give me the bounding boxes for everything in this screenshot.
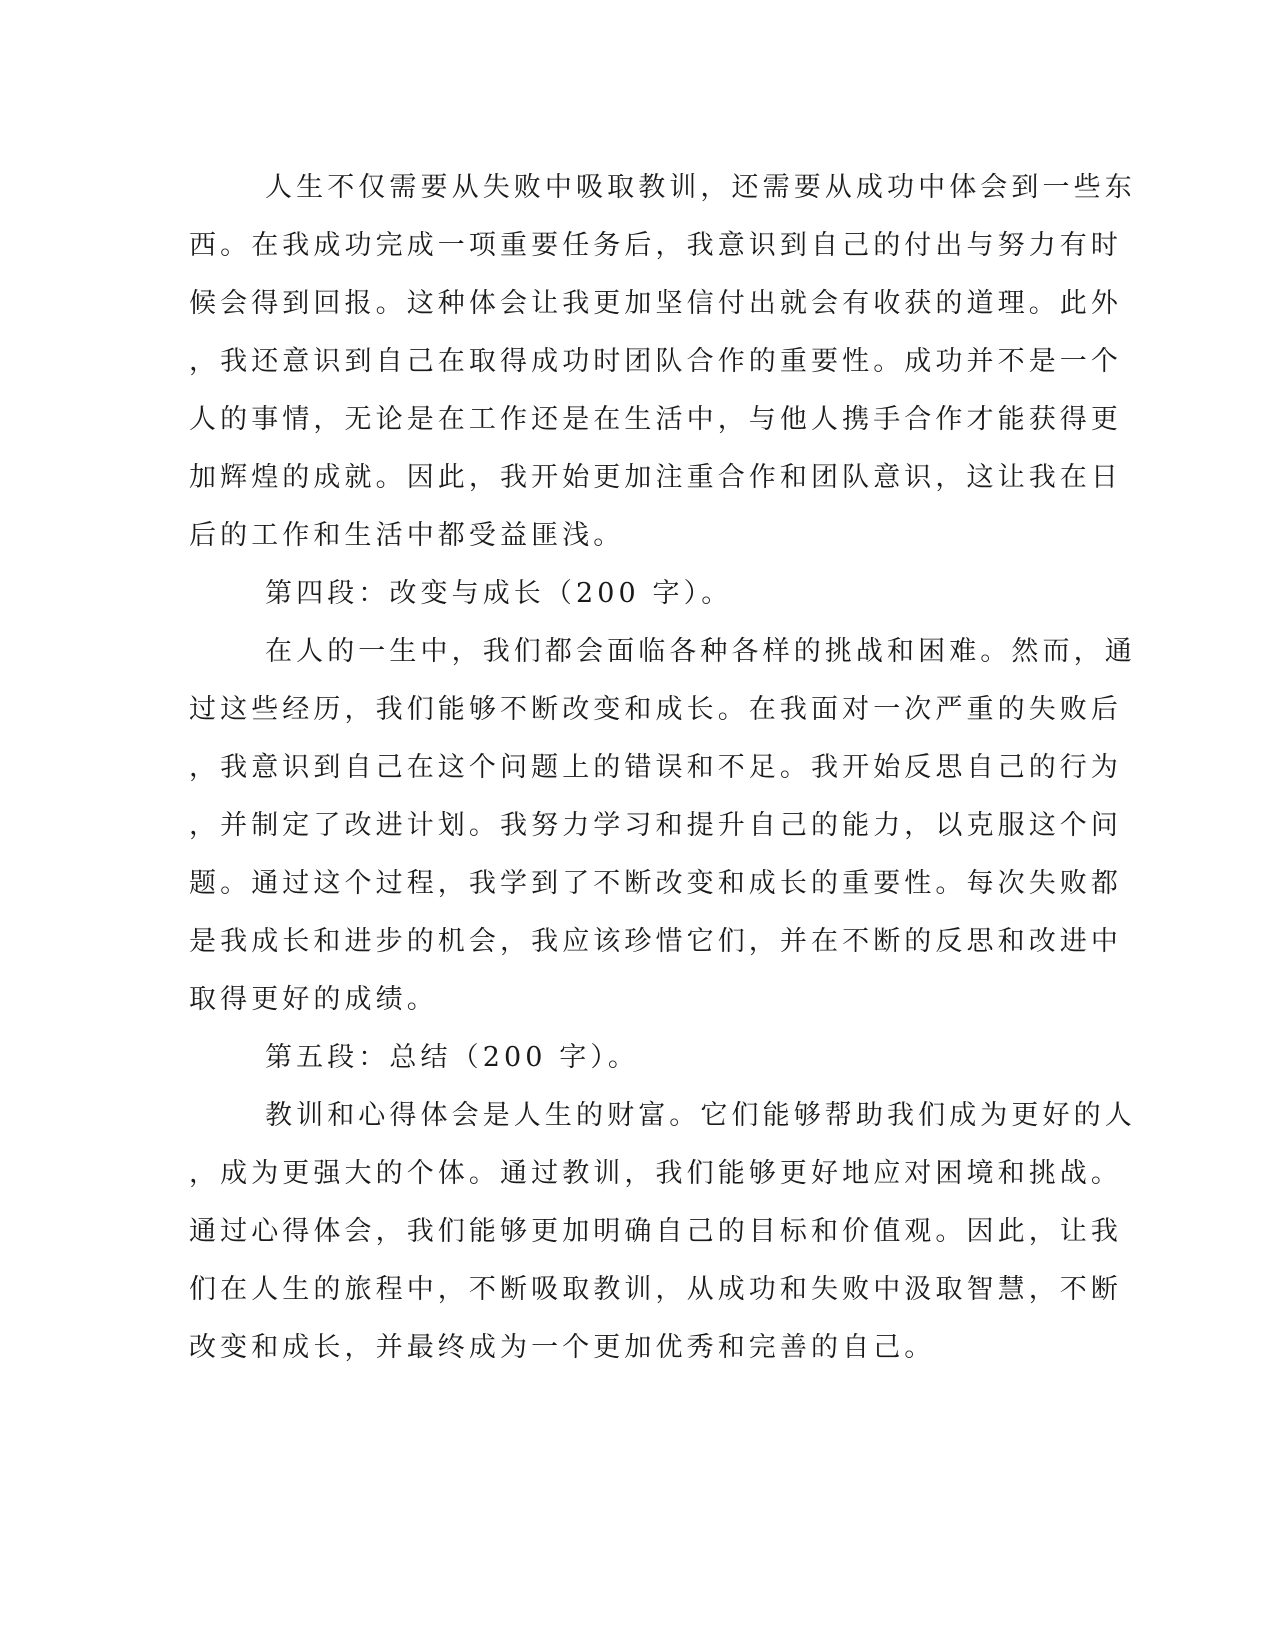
paragraph-line: ，并制定了改进计划。我努力学习和提升自己的能力，以克服这个问 (189, 810, 1122, 841)
section-heading: 第五段：总结（200 字）。 (265, 1042, 640, 1073)
paragraph-line: 们在人生的旅程中，不断吸取教训，从成功和失败中汲取智慧，不断 (189, 1274, 1122, 1305)
paragraph-line: 通过心得体会，我们能够更加明确自己的目标和价值观。因此，让我 (189, 1216, 1122, 1247)
paragraph-line: ，成为更强大的个体。通过教训，我们能够更好地应对困境和挑战。 (189, 1158, 1122, 1189)
paragraph-line: ，我意识到自己在这个问题上的错误和不足。我开始反思自己的行为 (189, 752, 1122, 783)
section-heading: 第四段：改变与成长（200 字）。 (265, 578, 733, 609)
paragraph-line: 在人的一生中，我们都会面临各种各样的挑战和困难。然而，通 (265, 636, 1136, 667)
paragraph-line: 改变和成长，并最终成为一个更加优秀和完善的自己。 (189, 1332, 936, 1363)
paragraph-line: 题。通过这个过程，我学到了不断改变和成长的重要性。每次失败都 (189, 868, 1122, 899)
paragraph-line: 加辉煌的成就。因此，我开始更加注重合作和团队意识，这让我在日 (189, 462, 1122, 493)
paragraph-line: 人的事情，无论是在工作还是在生活中，与他人携手合作才能获得更 (189, 404, 1122, 435)
paragraph-line: 人生不仅需要从失败中吸取教训，还需要从成功中体会到一些东 (265, 172, 1136, 203)
paragraph-line: 后的工作和生活中都受益匪浅。 (189, 520, 625, 551)
paragraph-line: 教训和心得体会是人生的财富。它们能够帮助我们成为更好的人 (265, 1100, 1136, 1131)
paragraph-line: 取得更好的成绩。 (189, 984, 438, 1015)
paragraph-line: ，我还意识到自己在取得成功时团队合作的重要性。成功并不是一个 (189, 346, 1122, 377)
paragraph-line: 过这些经历，我们能够不断改变和成长。在我面对一次严重的失败后 (189, 694, 1122, 725)
paragraph-line: 候会得到回报。这种体会让我更加坚信付出就会有收获的道理。此外 (189, 288, 1122, 319)
paragraph-line: 是我成长和进步的机会，我应该珍惜它们，并在不断的反思和改进中 (189, 926, 1122, 957)
paragraph-line: 西。在我成功完成一项重要任务后，我意识到自己的付出与努力有时 (189, 230, 1122, 261)
